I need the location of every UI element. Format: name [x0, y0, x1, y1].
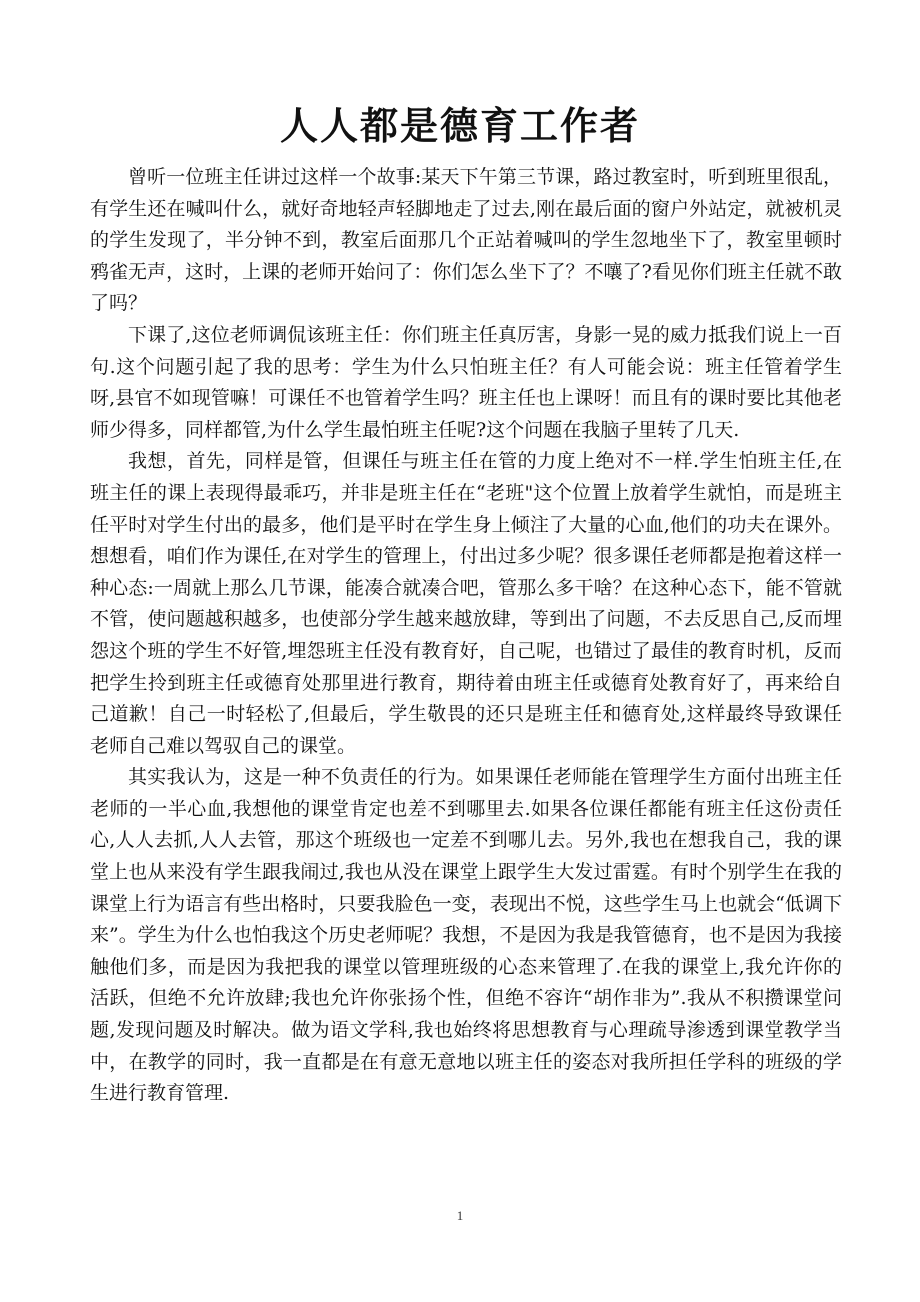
paragraph-2: 下课了,这位老师调侃该班主任：你们班主任真厉害，身影一晃的威力抵我们说上一百句.这个问题引起了我的思考：学生为什么只怕班主任？有人可能会说：班主任管着学生呀,县官不如现管嘛！可课任不也管着学生吗？班主任也上课呀！而且有的课时要比其他老师少得多，同样都管,为什么学生最怕班主任呢?这个问题在我脑子里转了几天.	[90, 323, 842, 441]
paragraph-3: 我想，首先，同样是管，但课任与班主任在管的力度上绝对不一样.学生怕班主任,在班主任的课上表现得最乖巧，并非是班主任在“老班"这个位置上放着学生就怕，而是班主任平时对学生付出的最多，他们是平时在学生身上倾注了大量的心血,他们的功夫在课外。想想看，咱们作为课任,在对学生的管理上，付出过多少呢？很多课任老师都是抱着这样一种心态:一周就上那么几节课，能凑合就凑合吧，管那么多干啥？在这种心态下，能不管就不管，使问题越积越多，也使部分学生越来越放肆，等到出了问题，不去反思自己,反而埋怨这个班的学生不好管,埋怨班主任没有教育好，自己呢，也错过了最佳的教育时机，反而把学生拎到班主任或德育处那里进行教育，期待着由班主任或德育处教育好了，再来给自己道歉！自己一时轻松了,但最后，学生敬畏的还只是班主任和德育处,这样最终导致课任老师自己难以驾驭自己的课堂。	[90, 450, 842, 757]
paragraph-4: 其实我认为，这是一种不负责任的行为。如果课任老师能在管理学生方面付出班主任老师的一半心血,我想他的课堂肯定也差不到哪里去.如果各位课任都能有班主任这份责任心,人人去抓,人人去管，那这个班级也一定差不到哪儿去。另外,我也在想我自己，我的课堂上也从来没有学生跟我闹过,我也从没在课堂上跟学生大发过雷霆。有时个别学生在我的课堂上行为语言有些出格时，只要我脸色一变，表现出不悦，这些学生马上也就会“低调下来”。学生为什么也怕我这个历史老师呢？我想，不是因为我是我管德育，也不是因为我接触他们多，而是因为我把我的课堂以管理班级的心态来管理了.在我的课堂上,我允许你的活跃，但绝不允许放肆;我也允许你张扬个性，但绝不容许“胡作非为”.我从不积攒课堂问题,发现问题及时解决。做为语文学科,我也始终将思想教育与心理疏导渗透到课堂教学当中，在教学的同时，我一直都是在有意无意地以班主任的姿态对我所担任学科的班级的学生进行教育管理.	[90, 766, 842, 1105]
document-body	[90, 162, 842, 1110]
page-number: 1	[456, 1208, 464, 1223]
document-title: 人人都是德育工作者	[279, 103, 640, 148]
paragraph-1: 曾听一位班主任讲过这样一个故事:某天下午第三节课，路过教室时，听到班里很乱，有学生还在喊叫什么，就好奇地轻声轻脚地走了过去,刚在最后面的窗户外站定，就被机灵的学生发现了，半分钟不到，教室后面那几个正站着喊叫的学生忽地坐下了，教室里顿时鸦雀无声，这时，上课的老师开始问了：你们怎么坐下了？不嚷了?看见你们班主任就不敢了吗？	[90, 166, 842, 315]
